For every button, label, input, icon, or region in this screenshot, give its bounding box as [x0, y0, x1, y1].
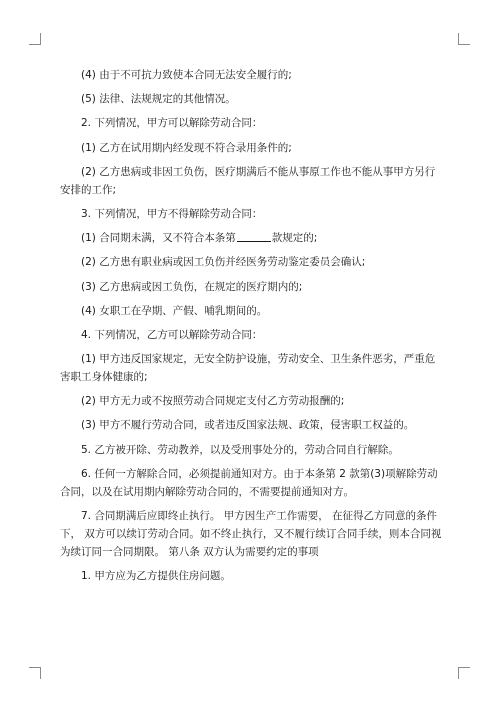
paragraph: 1. 甲方应为乙方提供住房问题。 [81, 570, 231, 583]
paragraph: 5. 乙方被开除、劳动教养，以及受刑事处分的，劳动合同自行解除。 [81, 443, 399, 456]
paragraph: 7. 合同期满后应即终止执行。 甲方因生产工作需要， 在征得乙方同意的条件下， 双方可以续订劳动合同。如不终止执行，又不履行续订合同手续，则本合同视为续订同一合同期限。 第八条 双方认为需要约定的事项 [60, 510, 442, 558]
paragraph: 6. 任何一方解除合同，必须提前通知对方。由于本条第 2 款第(3)项解除劳动 合同，以及在试用期内解除劳动合同的，不需要提前通知对方。 [60, 467, 438, 498]
paragraph: (3) 乙方患病或因工负伤，在规定的医疗期内的; [81, 280, 303, 293]
paragraph: 2. 下列情况，甲方可以解除劳动合同： [81, 117, 263, 130]
paragraph: (2) 甲方无力或不按照劳动合同规定支付乙方劳动报酬的; [81, 395, 345, 408]
crop-mark-bottom-left [29, 667, 41, 679]
paragraph: (3) 甲方不履行劳动合同，或者违反国家法规、政策，侵害职工权益的。 [81, 419, 415, 432]
paragraph: (2) 乙方患病或非因工负伤，医疗期满后不能从事原工作也不能从事甲方另行 安排的工作; [60, 165, 436, 196]
paragraph: (2) 乙方患有职业病或因工负伤并经医务劳动鉴定委员会确认; [81, 256, 366, 269]
paragraph-text-before-blank: (1) 合同期未满，又不符合本条第 [81, 232, 236, 245]
paragraph: (5) 法律、法规规定的其他情况。 [81, 93, 236, 106]
document-body [60, 66, 448, 591]
paragraph: (4) 女职工在孕期、产假、哺乳期间的。 [81, 304, 268, 317]
paragraph: (1) 乙方在试用期内经发现不符合录用条件的; [81, 141, 292, 154]
paragraph: (4) 由于不可抗力致使本合同无法安全履行的; [81, 69, 292, 81]
paragraph: 3. 下列情况，甲方不得解除劳动合同： [81, 207, 263, 220]
paragraph-with-blank [60, 229, 448, 247]
crop-mark-top-right [458, 33, 470, 45]
crop-mark-bottom-right [458, 667, 470, 679]
crop-mark-top-left [29, 33, 41, 45]
paragraph-text-after-blank: 款规定的; [271, 232, 318, 245]
fill-in-blank [237, 230, 271, 242]
paragraph: 4. 下列情况，乙方可以解除劳动合同： [81, 328, 263, 341]
paragraph: (1) 甲方违反国家规定，无安全防护设施，劳动安全、卫生条件恶劣，严重危 害职工身体健康的; [60, 353, 436, 384]
